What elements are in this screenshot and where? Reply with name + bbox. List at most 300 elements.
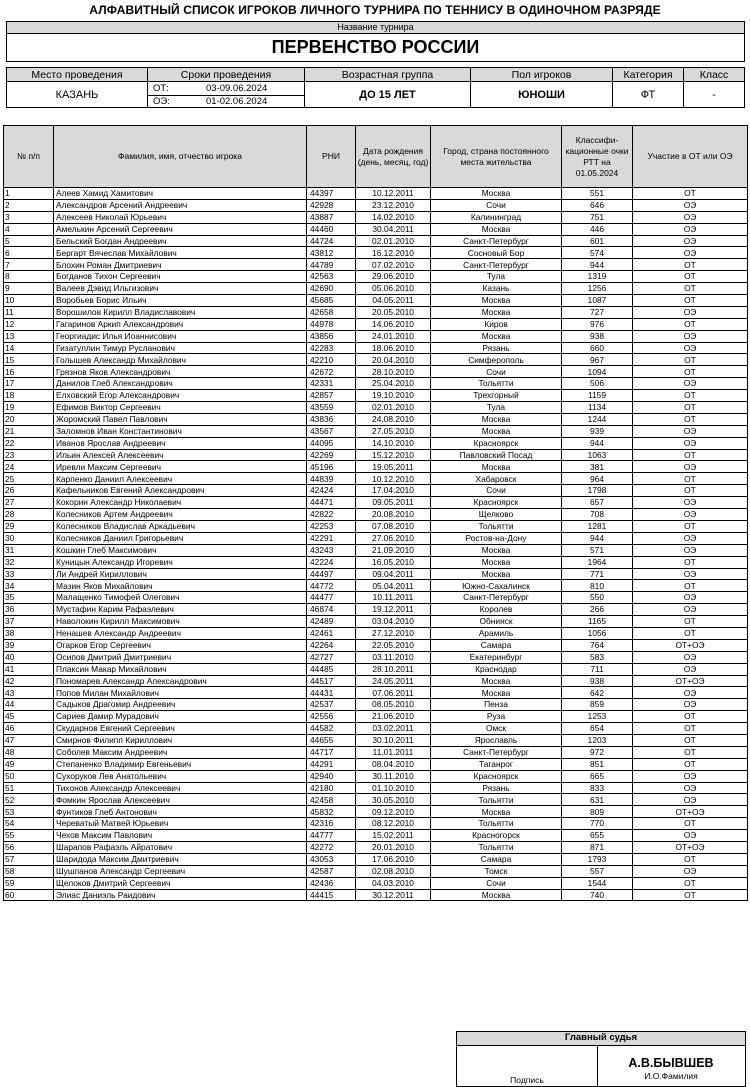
cell-birthdate: 30.04.2011 bbox=[356, 223, 431, 235]
col-header-name: Фамилия, имя, отчество игрока bbox=[54, 126, 307, 188]
cell-birthdate: 09.04.2011 bbox=[356, 568, 431, 580]
cell-birthdate: 09.12.2010 bbox=[356, 806, 431, 818]
cell-player-name: Мустафин Карим Рафаэлевич bbox=[54, 604, 307, 616]
cell-city: Санкт-Петербург bbox=[431, 259, 562, 271]
table-row bbox=[4, 818, 748, 830]
cell-player-name: Ненашев Александр Андреевич bbox=[54, 627, 307, 639]
cell-birthdate: 20.05.2010 bbox=[356, 306, 431, 318]
cell-rni: 42822 bbox=[307, 509, 356, 521]
cell-city: Сосновый Бор bbox=[431, 247, 562, 259]
cell-rni: 44717 bbox=[307, 746, 356, 758]
cell-points: 631 bbox=[562, 794, 633, 806]
cell-points: 571 bbox=[562, 544, 633, 556]
cell-rni: 44397 bbox=[307, 188, 356, 200]
cell-rni: 46874 bbox=[307, 604, 356, 616]
cell-rni: 42436 bbox=[307, 877, 356, 889]
cell-participation: ОЭ bbox=[633, 699, 748, 711]
cell-birthdate: 30.05.2010 bbox=[356, 794, 431, 806]
cell-birthdate: 24.08.2010 bbox=[356, 413, 431, 425]
col-header-points: Классифи-кационные очки РТТ на 01.05.2024 bbox=[562, 126, 633, 188]
chief-judge-label: Главный судья bbox=[457, 1032, 745, 1046]
table-row bbox=[4, 520, 748, 532]
cell-number: 31 bbox=[4, 544, 54, 556]
table-row bbox=[4, 711, 748, 723]
table-row bbox=[4, 342, 748, 354]
cell-city: Москва bbox=[431, 295, 562, 307]
cell-rni: 42658 bbox=[307, 306, 356, 318]
cell-points: 711 bbox=[562, 663, 633, 675]
cell-city: Павловский Посад bbox=[431, 449, 562, 461]
cell-player-name: Георгиадис Илья Иоаннисович bbox=[54, 330, 307, 342]
judge-name-field bbox=[597, 1045, 745, 1087]
cell-player-name: Шаридода Максим Дмитриевич bbox=[54, 853, 307, 865]
cell-birthdate: 08.05.2010 bbox=[356, 699, 431, 711]
cell-city: Москва bbox=[431, 413, 562, 425]
cell-rni: 42269 bbox=[307, 449, 356, 461]
cell-player-name: Наволокин Кирилл Максимович bbox=[54, 616, 307, 628]
cell-city: Тула bbox=[431, 402, 562, 414]
table-row bbox=[4, 247, 748, 259]
category-value: ФТ bbox=[612, 81, 684, 108]
cell-rni: 44095 bbox=[307, 437, 356, 449]
table-row bbox=[4, 806, 748, 818]
cell-number: 4 bbox=[4, 223, 54, 235]
cell-number: 11 bbox=[4, 306, 54, 318]
cell-city: Москва bbox=[431, 806, 562, 818]
cell-participation: ОЭ bbox=[633, 437, 748, 449]
cell-birthdate: 05.06.2010 bbox=[356, 283, 431, 295]
chief-judge-box bbox=[456, 1031, 746, 1087]
cell-points: 1056 bbox=[562, 627, 633, 639]
cell-rni: 43243 bbox=[307, 544, 356, 556]
table-row bbox=[4, 473, 748, 485]
cell-city: Симферополь bbox=[431, 354, 562, 366]
cell-rni: 43567 bbox=[307, 425, 356, 437]
cell-points: 1244 bbox=[562, 413, 633, 425]
table-row bbox=[4, 449, 748, 461]
cell-number: 50 bbox=[4, 770, 54, 782]
cell-participation: ОТ bbox=[633, 402, 748, 414]
cell-points: 1798 bbox=[562, 485, 633, 497]
cell-participation: ОЭ bbox=[633, 770, 748, 782]
cell-city: Санкт-Петербург bbox=[431, 746, 562, 758]
cell-rni: 42489 bbox=[307, 616, 356, 628]
cell-participation: ОТ bbox=[633, 711, 748, 723]
cell-birthdate: 02.08.2010 bbox=[356, 865, 431, 877]
cell-birthdate: 18.06.2010 bbox=[356, 342, 431, 354]
cell-player-name: Пономарев Александр Александрович bbox=[54, 675, 307, 687]
cell-participation: ОТ+ОЭ bbox=[633, 639, 748, 651]
cell-city: Красноярск bbox=[431, 497, 562, 509]
table-row bbox=[4, 271, 748, 283]
table-row bbox=[4, 485, 748, 497]
cell-birthdate: 10.11.2011 bbox=[356, 592, 431, 604]
cell-player-name: Бергарт Вячеслав Михайлович bbox=[54, 247, 307, 259]
cell-city: Сочи bbox=[431, 877, 562, 889]
table-row bbox=[4, 188, 748, 200]
cell-city: Тольятти bbox=[431, 520, 562, 532]
cell-player-name: Мазин Яков Михайлович bbox=[54, 580, 307, 592]
cell-player-name: Елховский Егор Александрович bbox=[54, 390, 307, 402]
signature-field bbox=[457, 1045, 598, 1087]
table-row bbox=[4, 199, 748, 211]
cell-number: 45 bbox=[4, 711, 54, 723]
cell-rni: 45196 bbox=[307, 461, 356, 473]
cell-points: 809 bbox=[562, 806, 633, 818]
dates-value bbox=[147, 81, 305, 108]
cell-birthdate: 22.05.2010 bbox=[356, 639, 431, 651]
cell-birthdate: 04.03.2010 bbox=[356, 877, 431, 889]
cell-player-name: Чехов Максим Павлович bbox=[54, 830, 307, 842]
cell-rni: 43836 bbox=[307, 413, 356, 425]
cell-birthdate: 03.04.2010 bbox=[356, 616, 431, 628]
cell-points: 972 bbox=[562, 746, 633, 758]
cell-participation: ОТ bbox=[633, 818, 748, 830]
cell-number: 16 bbox=[4, 366, 54, 378]
cell-number: 2 bbox=[4, 199, 54, 211]
cell-rni: 44517 bbox=[307, 675, 356, 687]
table-row bbox=[4, 390, 748, 402]
cell-points: 654 bbox=[562, 723, 633, 735]
cell-number: 15 bbox=[4, 354, 54, 366]
cell-rni: 43887 bbox=[307, 211, 356, 223]
qualifying-dates: 01-02.06.2024 bbox=[206, 96, 268, 107]
cell-birthdate: 19.12.2011 bbox=[356, 604, 431, 616]
table-row bbox=[4, 592, 748, 604]
cell-number: 27 bbox=[4, 497, 54, 509]
cell-number: 8 bbox=[4, 271, 54, 283]
cell-player-name: Плаксин Макар Михайлович bbox=[54, 663, 307, 675]
cell-birthdate: 14.10.2010 bbox=[356, 437, 431, 449]
cell-rni: 42563 bbox=[307, 271, 356, 283]
cell-number: 24 bbox=[4, 461, 54, 473]
cell-rni: 42283 bbox=[307, 342, 356, 354]
cell-number: 36 bbox=[4, 604, 54, 616]
cell-points: 583 bbox=[562, 651, 633, 663]
cell-number: 52 bbox=[4, 794, 54, 806]
table-row bbox=[4, 675, 748, 687]
cell-rni: 42672 bbox=[307, 366, 356, 378]
cell-birthdate: 21.09.2010 bbox=[356, 544, 431, 556]
cell-birthdate: 30.10.2011 bbox=[356, 734, 431, 746]
cell-rni: 42690 bbox=[307, 283, 356, 295]
cell-participation: ОЭ bbox=[633, 342, 748, 354]
cell-birthdate: 14.06.2010 bbox=[356, 318, 431, 330]
cell-participation: ОТ bbox=[633, 259, 748, 271]
cell-participation: ОЭ bbox=[633, 378, 748, 390]
cell-number: 7 bbox=[4, 259, 54, 271]
cell-player-name: Тихонов Александр Алексеевич bbox=[54, 782, 307, 794]
cell-number: 13 bbox=[4, 330, 54, 342]
table-row bbox=[4, 402, 748, 414]
cell-city: Санкт-Петербург bbox=[431, 235, 562, 247]
cell-number: 55 bbox=[4, 830, 54, 842]
cell-birthdate: 07.06.2011 bbox=[356, 687, 431, 699]
table-row bbox=[4, 306, 748, 318]
table-row bbox=[4, 461, 748, 473]
cell-player-name: Ворошилов Кирилл Владиславович bbox=[54, 306, 307, 318]
cell-player-name: Заломнов Иван Константинович bbox=[54, 425, 307, 437]
col-header-birthdate: Дата рождения (день, месяц, год) bbox=[356, 126, 431, 188]
cell-participation: ОЭ bbox=[633, 509, 748, 521]
cell-participation: ОЭ bbox=[633, 461, 748, 473]
cell-player-name: Череватый Матвей Юрьевич bbox=[54, 818, 307, 830]
cell-city: Тула bbox=[431, 271, 562, 283]
cell-participation: ОТ bbox=[633, 734, 748, 746]
cell-points: 1087 bbox=[562, 295, 633, 307]
cell-number: 59 bbox=[4, 877, 54, 889]
cell-birthdate: 02.01.2010 bbox=[356, 402, 431, 414]
cell-points: 771 bbox=[562, 568, 633, 580]
cell-participation: ОЭ bbox=[633, 425, 748, 437]
table-row bbox=[4, 437, 748, 449]
cell-points: 764 bbox=[562, 639, 633, 651]
cell-points: 557 bbox=[562, 865, 633, 877]
cell-rni: 44724 bbox=[307, 235, 356, 247]
cell-player-name: Колесников Даниил Григорьевич bbox=[54, 532, 307, 544]
cell-points: 660 bbox=[562, 342, 633, 354]
cell-points: 708 bbox=[562, 509, 633, 521]
cell-rni: 42940 bbox=[307, 770, 356, 782]
table-row bbox=[4, 734, 748, 746]
cell-points: 944 bbox=[562, 259, 633, 271]
cell-points: 976 bbox=[562, 318, 633, 330]
cell-rni: 43856 bbox=[307, 330, 356, 342]
cell-rni: 44978 bbox=[307, 318, 356, 330]
cell-number: 21 bbox=[4, 425, 54, 437]
table-row bbox=[4, 853, 748, 865]
table-row bbox=[4, 568, 748, 580]
cell-number: 9 bbox=[4, 283, 54, 295]
cell-points: 665 bbox=[562, 770, 633, 782]
cell-city: Краснодар bbox=[431, 663, 562, 675]
cell-points: 1159 bbox=[562, 390, 633, 402]
cell-rni: 44497 bbox=[307, 568, 356, 580]
cell-participation: ОТ bbox=[633, 616, 748, 628]
cell-number: 10 bbox=[4, 295, 54, 307]
cell-participation: ОТ bbox=[633, 283, 748, 295]
cell-participation: ОЭ bbox=[633, 330, 748, 342]
cell-birthdate: 01.10.2010 bbox=[356, 782, 431, 794]
cell-city: Москва bbox=[431, 330, 562, 342]
signature-caption: Подпись bbox=[510, 1075, 544, 1085]
cell-player-name: Сариев Дамир Мурадович bbox=[54, 711, 307, 723]
cell-participation: ОТ+ОЭ bbox=[633, 806, 748, 818]
table-row bbox=[4, 532, 748, 544]
table-row bbox=[4, 318, 748, 330]
cell-rni: 42556 bbox=[307, 711, 356, 723]
cell-city: Омск bbox=[431, 723, 562, 735]
cell-city: Трехгорный bbox=[431, 390, 562, 402]
cell-participation: ОТ bbox=[633, 271, 748, 283]
cell-birthdate: 28.10.2011 bbox=[356, 663, 431, 675]
cell-birthdate: 28.10.2010 bbox=[356, 366, 431, 378]
cell-player-name: Валеев Дэвид Ильгизович bbox=[54, 283, 307, 295]
table-row bbox=[4, 354, 748, 366]
cell-participation: ОЭ bbox=[633, 568, 748, 580]
table-row bbox=[4, 782, 748, 794]
cell-city: Южно-Сахалинск bbox=[431, 580, 562, 592]
table-row bbox=[4, 425, 748, 437]
cell-rni: 42424 bbox=[307, 485, 356, 497]
cell-number: 28 bbox=[4, 509, 54, 521]
cell-number: 14 bbox=[4, 342, 54, 354]
cell-birthdate: 04.05.2011 bbox=[356, 295, 431, 307]
cell-city: Хабаровск bbox=[431, 473, 562, 485]
cell-birthdate: 24.05.2011 bbox=[356, 675, 431, 687]
cell-rni: 44777 bbox=[307, 830, 356, 842]
cell-participation: ОТ bbox=[633, 853, 748, 865]
cell-number: 57 bbox=[4, 853, 54, 865]
cell-city: Москва bbox=[431, 223, 562, 235]
table-row bbox=[4, 330, 748, 342]
table-row bbox=[4, 687, 748, 699]
cell-city: Обнинск bbox=[431, 616, 562, 628]
cell-city: Москва bbox=[431, 306, 562, 318]
cell-player-name: Бельский Богдан Андреевич bbox=[54, 235, 307, 247]
cell-participation: ОТ bbox=[633, 449, 748, 461]
cell-player-name: Щелоков Дмитрий Сергеевич bbox=[54, 877, 307, 889]
cell-rni: 44431 bbox=[307, 687, 356, 699]
cell-participation: ОТ+ОЭ bbox=[633, 675, 748, 687]
cell-participation: ОТ bbox=[633, 318, 748, 330]
cell-number: 47 bbox=[4, 734, 54, 746]
table-row bbox=[4, 556, 748, 568]
cell-number: 23 bbox=[4, 449, 54, 461]
table-row bbox=[4, 627, 748, 639]
cell-player-name: Колесников Владислав Аркадьевич bbox=[54, 520, 307, 532]
cell-birthdate: 16.12.2010 bbox=[356, 247, 431, 259]
cell-rni: 42291 bbox=[307, 532, 356, 544]
cell-points: 810 bbox=[562, 580, 633, 592]
cell-player-name: Шушпанов Александр Сергеевич bbox=[54, 865, 307, 877]
cell-participation: ОЭ bbox=[633, 199, 748, 211]
cell-participation: ОЭ bbox=[633, 497, 748, 509]
cell-number: 51 bbox=[4, 782, 54, 794]
table-row bbox=[4, 235, 748, 247]
cell-player-name: Колесников Артем Андреевич bbox=[54, 509, 307, 521]
cell-number: 38 bbox=[4, 627, 54, 639]
class-value: - bbox=[683, 81, 745, 108]
cell-number: 34 bbox=[4, 580, 54, 592]
cell-participation: ОТ bbox=[633, 746, 748, 758]
cell-points: 642 bbox=[562, 687, 633, 699]
table-row bbox=[4, 841, 748, 853]
table-row bbox=[4, 723, 748, 735]
cell-participation: ОЭ bbox=[633, 211, 748, 223]
age-group-label: Возрастная группа bbox=[304, 67, 471, 82]
cell-points: 1094 bbox=[562, 366, 633, 378]
table-row bbox=[4, 877, 748, 889]
dates-label: Сроки проведения bbox=[147, 67, 305, 82]
cell-birthdate: 30.11.2010 bbox=[356, 770, 431, 782]
cell-participation: ОЭ bbox=[633, 247, 748, 259]
cell-player-name: Огарков Егор Сергеевич bbox=[54, 639, 307, 651]
cell-rni: 44471 bbox=[307, 497, 356, 509]
cell-participation: ОЭ bbox=[633, 651, 748, 663]
cell-player-name: Карпенко Даниил Алексеевич bbox=[54, 473, 307, 485]
table-row bbox=[4, 746, 748, 758]
cell-city: Ярославль bbox=[431, 734, 562, 746]
cell-participation: ОТ bbox=[633, 473, 748, 485]
cell-rni: 42727 bbox=[307, 651, 356, 663]
cell-city: Москва bbox=[431, 425, 562, 437]
cell-rni: 42458 bbox=[307, 794, 356, 806]
cell-player-name: Скударнов Евгений Сергеевич bbox=[54, 723, 307, 735]
cell-city: Красноярск bbox=[431, 437, 562, 449]
cell-city: Екатеринбург bbox=[431, 651, 562, 663]
cell-number: 3 bbox=[4, 211, 54, 223]
cell-points: 944 bbox=[562, 532, 633, 544]
cell-participation: ОТ bbox=[633, 485, 748, 497]
cell-rni: 42272 bbox=[307, 841, 356, 853]
cell-number: 40 bbox=[4, 651, 54, 663]
cell-birthdate: 27.12.2010 bbox=[356, 627, 431, 639]
venue-label: Место проведения bbox=[6, 67, 148, 82]
cell-player-name: Голышев Александр Михайлович bbox=[54, 354, 307, 366]
cell-city: Арамиль bbox=[431, 627, 562, 639]
cell-city: Пенза bbox=[431, 699, 562, 711]
cell-points: 1256 bbox=[562, 283, 633, 295]
cell-birthdate: 09.05.2011 bbox=[356, 497, 431, 509]
cell-birthdate: 27.06.2010 bbox=[356, 532, 431, 544]
cell-number: 43 bbox=[4, 687, 54, 699]
table-row bbox=[4, 639, 748, 651]
cell-participation: ОЭ bbox=[633, 687, 748, 699]
cell-birthdate: 25.04.2010 bbox=[356, 378, 431, 390]
cell-player-name: Фунтиков Глеб Антонович bbox=[54, 806, 307, 818]
table-row bbox=[4, 699, 748, 711]
cell-rni: 44772 bbox=[307, 580, 356, 592]
cell-number: 20 bbox=[4, 413, 54, 425]
cell-number: 58 bbox=[4, 865, 54, 877]
cell-points: 266 bbox=[562, 604, 633, 616]
cell-birthdate: 07.02.2010 bbox=[356, 259, 431, 271]
cell-birthdate: 11.01.2011 bbox=[356, 746, 431, 758]
cell-city: Тольятти bbox=[431, 818, 562, 830]
cell-points: 1134 bbox=[562, 402, 633, 414]
cell-points: 655 bbox=[562, 830, 633, 842]
cell-rni: 43812 bbox=[307, 247, 356, 259]
cell-number: 56 bbox=[4, 841, 54, 853]
category-label: Категория bbox=[612, 67, 684, 82]
table-row bbox=[4, 211, 748, 223]
cell-number: 1 bbox=[4, 188, 54, 200]
cell-birthdate: 17.06.2010 bbox=[356, 853, 431, 865]
cell-points: 657 bbox=[562, 497, 633, 509]
cell-rni: 42857 bbox=[307, 390, 356, 402]
table-row bbox=[4, 378, 748, 390]
cell-rni: 44582 bbox=[307, 723, 356, 735]
players-table bbox=[3, 125, 748, 901]
cell-birthdate: 07.08.2010 bbox=[356, 520, 431, 532]
cell-points: 851 bbox=[562, 758, 633, 770]
cell-rni: 44460 bbox=[307, 223, 356, 235]
cell-player-name: Александров Арсений Андреевич bbox=[54, 199, 307, 211]
cell-participation: ОТ bbox=[633, 889, 748, 901]
cell-points: 938 bbox=[562, 330, 633, 342]
table-row bbox=[4, 295, 748, 307]
cell-points: 574 bbox=[562, 247, 633, 259]
cell-birthdate: 20.04.2010 bbox=[356, 354, 431, 366]
table-row bbox=[4, 616, 748, 628]
table-row bbox=[4, 794, 748, 806]
cell-city: Тольятти bbox=[431, 841, 562, 853]
table-row bbox=[4, 544, 748, 556]
document-title: АЛФАВИТНЫЙ СПИСОК ИГРОКОВ ЛИЧНОГО ТУРНИРА ПО ТЕННИСУ В ОДИНОЧНОМ РАЗРЯДЕ bbox=[89, 3, 661, 17]
cell-points: 967 bbox=[562, 354, 633, 366]
cell-birthdate: 05.04.2011 bbox=[356, 580, 431, 592]
